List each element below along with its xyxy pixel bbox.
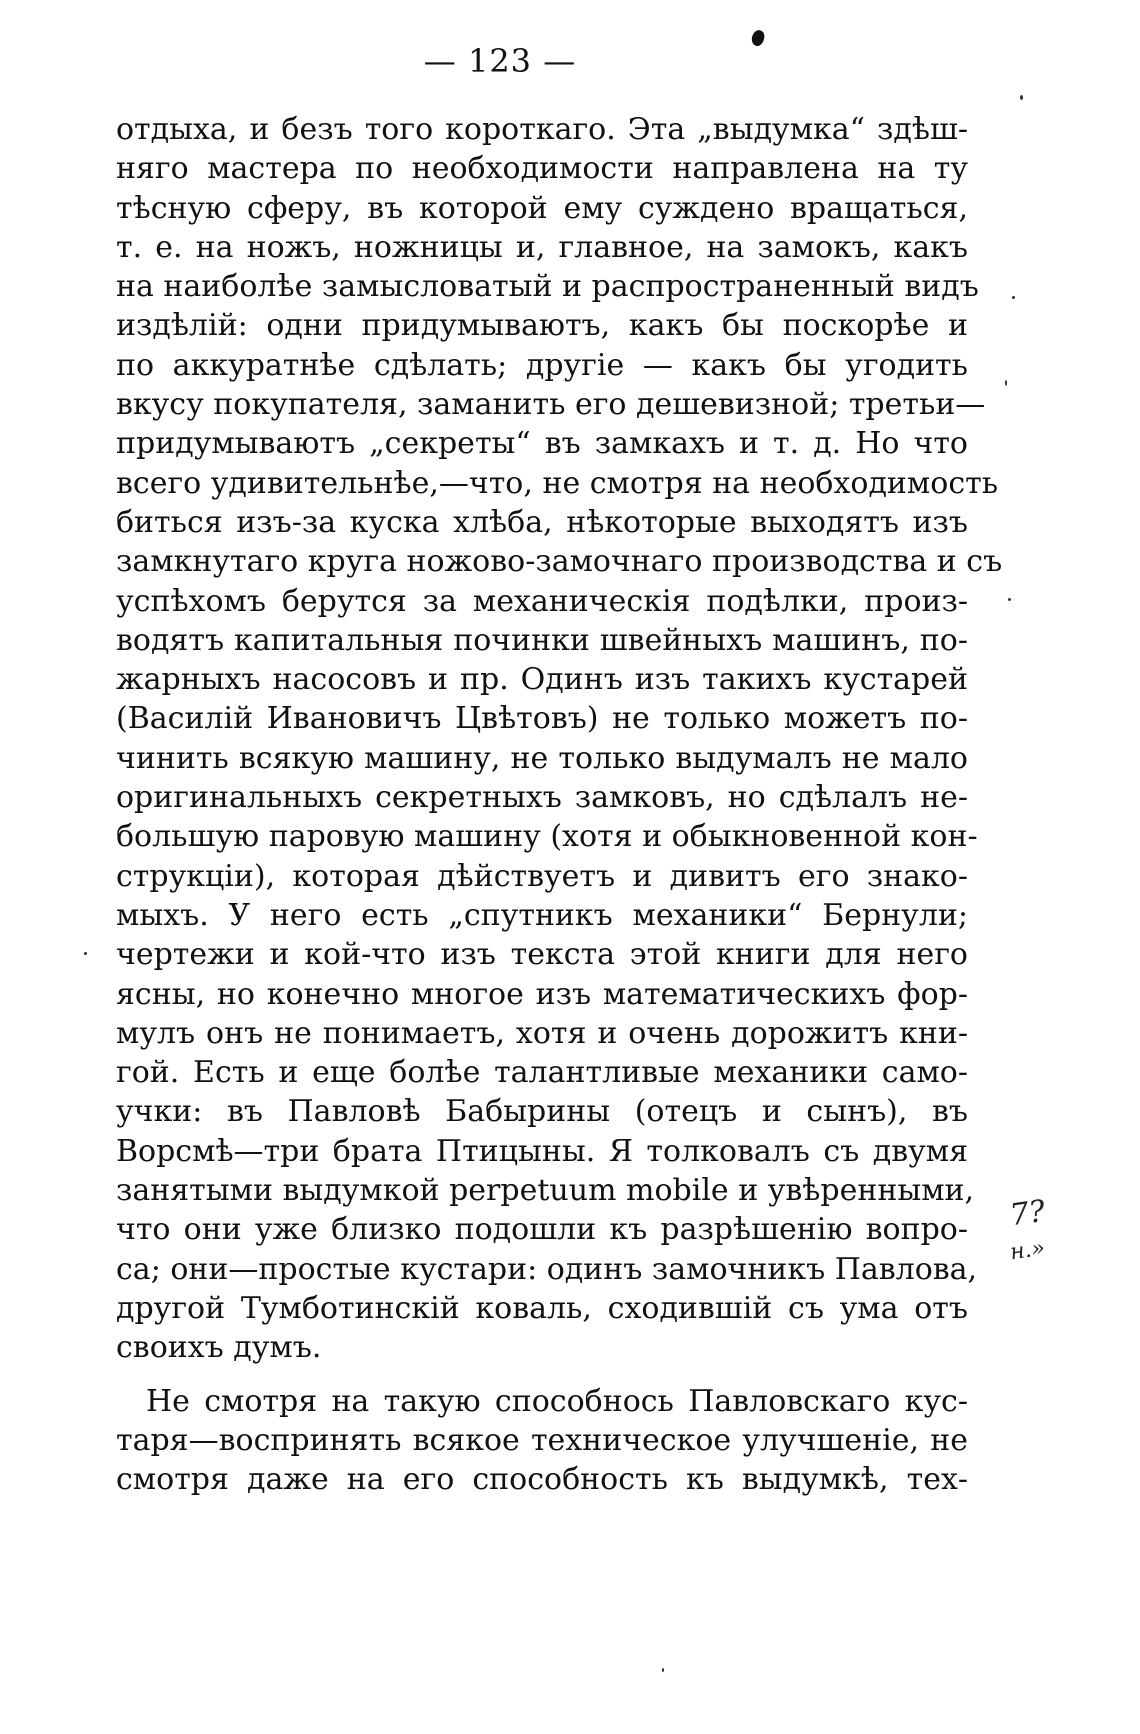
text-line: всего удивительнѣе,—что, не смотря на необходимость <box>116 465 999 501</box>
text-line: на наиболѣе замысловатый и распространенный видъ <box>116 269 979 305</box>
text-line: мыхъ. У него есть „спутникъ механики“ Бернули; <box>116 897 968 933</box>
print-speck <box>662 1668 664 1672</box>
text-line: няго мастера по необходимости направлена на ту <box>116 151 968 187</box>
text-line: жарныхъ насосовъ и пр. Одинъ изъ такихъ кустарей <box>116 662 968 698</box>
text-line: что они уже близко подошли къ разрѣшенію вопро- <box>116 1212 968 1248</box>
text-line: мулъ онъ не понимаетъ, хотя и очень дорожитъ кни- <box>116 1015 968 1051</box>
text-line: Ворсмѣ—три брата Птицыны. Я толковалъ съ двумя <box>116 1133 968 1169</box>
text-line: издѣлій: одни придумываютъ, какъ бы поскорѣе и <box>116 308 968 344</box>
text-line: чертежи и кой-что изъ текста этой книги для него <box>116 937 968 973</box>
print-speck <box>84 952 87 955</box>
paragraph-2 <box>116 1382 968 1500</box>
text-line: большую паровую машину (хотя и обыкновенной кон- <box>116 819 978 855</box>
text-line: отдыха, и безъ того короткаго. Эта „выдумка“ здѣш- <box>116 112 968 147</box>
text-line: (Василій Ивановичъ Цвѣтовъ) не только можетъ по- <box>116 701 968 737</box>
print-speck <box>1020 95 1023 100</box>
paragraph-1 <box>116 110 1003 1368</box>
print-speck <box>1008 598 1011 601</box>
margin-note-handwritten: 7? <box>1007 1193 1048 1234</box>
text-line: струкціи), которая дѣйствуетъ и дивитъ его знако- <box>116 858 968 894</box>
text-line: ясны, но конечно многое изъ математическихъ фор- <box>116 976 968 1012</box>
text-line: по аккуратнѣе сдѣлать; другіе — какъ бы угодить <box>116 347 968 383</box>
body-text <box>116 110 1003 1499</box>
print-speck <box>1012 296 1015 299</box>
text-line: смотря даже на его способность къ выдумкѣ, тех- <box>116 1462 968 1498</box>
text-line: оригинальныхъ секретныхъ замковъ, но сдѣлалъ не- <box>116 780 968 816</box>
text-line: занятыми выдумкой perpetuum mobile и увѣренными, <box>116 1173 975 1209</box>
text-line: успѣхомъ берутся за механическія подѣлки, произ- <box>116 583 968 619</box>
margin-note-handwritten: н.» <box>1008 1235 1047 1266</box>
text-line: чинить всякую машину, не только выдумалъ не мало <box>116 740 968 776</box>
text-line: вкусу покупателя, заманить его дешевизной; третьи— <box>116 387 986 423</box>
text-line: тѣсную сферу, въ которой ему суждено вращаться, <box>116 190 968 226</box>
text-line: гой. Есть и еще болѣе талантливые механики само- <box>116 1055 968 1091</box>
text-line: биться изъ-за куска хлѣба, нѣкоторые выходятъ изъ <box>116 504 968 540</box>
print-speck <box>1005 380 1007 386</box>
text-line: Не смотря на такую способнось Павловскаго кус- <box>146 1383 968 1419</box>
text-line: придумываютъ „секреты“ въ замкахъ и т. д. Но что <box>116 426 968 462</box>
text-line: учки: въ Павловѣ Бабырины (отецъ и сынъ), въ <box>116 1094 968 1130</box>
paragraph-gap <box>116 1368 968 1382</box>
text-line: водятъ капитальныя починки швейныхъ машинъ, по- <box>116 622 968 658</box>
text-line: своихъ думъ. <box>116 1330 322 1366</box>
text-line: т. е. на ножъ, ножницы и, главное, на замокъ, какъ <box>116 229 968 265</box>
text-line: другой Тумботинскій коваль, сходившій съ ума отъ <box>116 1290 968 1326</box>
page-number: — 123 — <box>423 42 577 80</box>
text-line: замкнутаго круга ножово-замочнаго производства и съ <box>116 544 1003 580</box>
text-line: таря—воспринять всякое техническое улучшеніе, не <box>116 1422 968 1458</box>
text-line: са; они—простые кустари: одинъ замочникъ Павлова, <box>116 1251 978 1287</box>
